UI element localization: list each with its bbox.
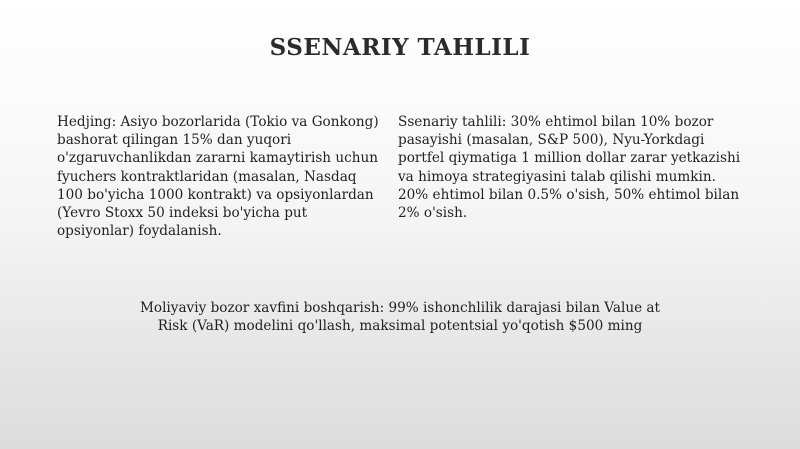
hedging-text-block: Hedjing: Asiyo bozorlarida (Tokio va Gonkong) bashorat qilingan 15% dan yuqori o'zgaruvchanlikdan zararni kamaytirish uchun fyuchers kontraktlaridan (masalan, Nasdaq 100 bo'yicha 1000 kontrakt) va opsiyonlardan (Yevro Stoxx 50 indeksi bo'yicha put opsiyonlar) foydalanish. [57,114,379,240]
scenario-analysis-text-block: Ssenariy tahlili: 30% ehtimol bilan 10% bozor pasayishi (masalan, S&P 500), Nyu-Yorkdagi portfel qiymatiga 1 million dollar zarar yetkazishi va himoya strategiyasini talab qilishi mumkin. 20% ehtimol bilan 0.5% o'sish, 50% ehtimol bilan 2% o'sish. [398,114,741,222]
risk-management-text-block: Moliyaviy bozor xavfini boshqarish: 99% ishonchlilik darajasi bilan Value at Risk (VaR) modelini qo'llash, maksimal potentsial yo'qotish $500 ming [139,300,661,335]
slide-title: SSENARIY TAHLILI [269,34,531,61]
